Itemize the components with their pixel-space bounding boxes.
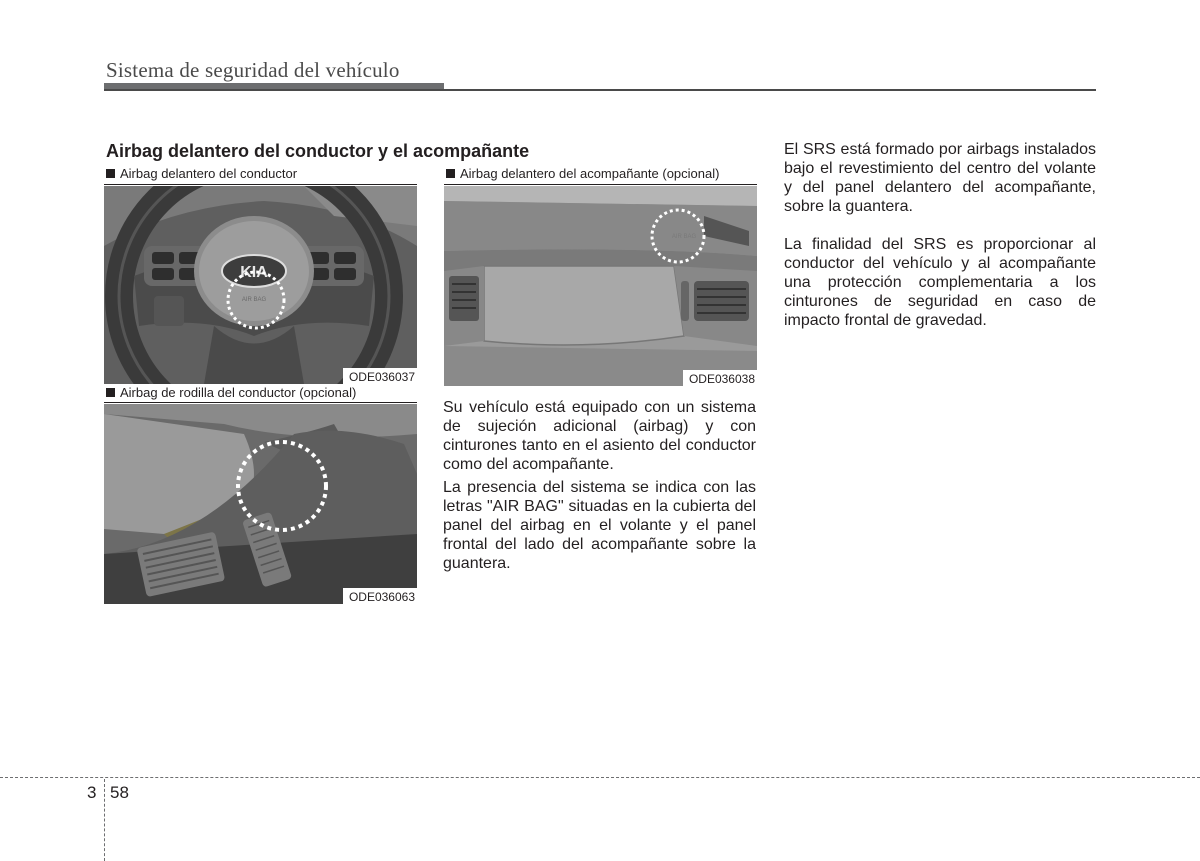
figure-caption (446, 166, 719, 181)
figure-caption (106, 166, 297, 181)
knee-airbag-illustration (104, 404, 417, 604)
figure-caption-text: Airbag delantero del conductor (120, 166, 298, 181)
page-number: 58 (110, 783, 129, 802)
section-heading: Airbag delantero del conductor y el acompañante (106, 141, 530, 161)
square-bullet-icon (446, 169, 455, 178)
page-header-title: Sistema de seguridad del vehículo (106, 58, 400, 82)
passenger-dashboard-figure (444, 186, 757, 386)
figure-caption-rule (104, 402, 417, 403)
kia-logo: KIA (240, 264, 268, 281)
footer-rule (0, 777, 1200, 778)
figure-code: ODE036038 (683, 370, 757, 386)
chapter-number: 3 (87, 783, 97, 802)
square-bullet-icon (106, 388, 115, 397)
figure-caption-text: Airbag de rodilla del conductor (opcional) (120, 385, 357, 400)
steering-wheel-illustration (104, 186, 417, 384)
figure-caption (106, 385, 356, 400)
header-rule (104, 89, 1096, 91)
airbag-label-mark: AIR BAG (241, 297, 267, 303)
airbag-label-mark: AIR BAG (671, 234, 697, 240)
steering-wheel-figure (104, 186, 417, 384)
body-paragraph: El SRS está formado por airbags instalados bajo el revestimiento del centro del volante y del panel delantero del acompañante, sobre la guantera. (784, 141, 1096, 215)
square-bullet-icon (106, 169, 115, 178)
body-paragraph: La presencia del sistema se indica con las letras "AIR BAG" situadas en la cubierta del panel del airbag en el volante y el panel frontal del lado del acompañante sobre la guantera. (443, 479, 756, 572)
right-column-text (784, 140, 1096, 330)
passenger-dashboard-illustration (444, 186, 757, 386)
figure-caption-text: Airbag delantero del acompañante (opcional) (460, 166, 720, 181)
figure-code: ODE036063 (343, 588, 417, 604)
footer-divider (104, 779, 105, 861)
figure-caption-rule (104, 184, 417, 185)
figure-caption-rule (444, 184, 757, 185)
middle-column-text (443, 398, 756, 573)
figure-code: ODE036037 (343, 368, 417, 384)
body-paragraph: Su vehículo está equipado con un sistema de sujeción adicional (airbag) y con cinturones tanto en el asiento del conductor como del acompañante. (443, 399, 756, 473)
body-paragraph: La finalidad del SRS es proporcionar al conductor del vehículo y al acompañante una protección complementaria a los cinturones de seguridad en caso de impacto frontal de gravedad. (784, 236, 1096, 329)
knee-airbag-figure (104, 404, 417, 604)
